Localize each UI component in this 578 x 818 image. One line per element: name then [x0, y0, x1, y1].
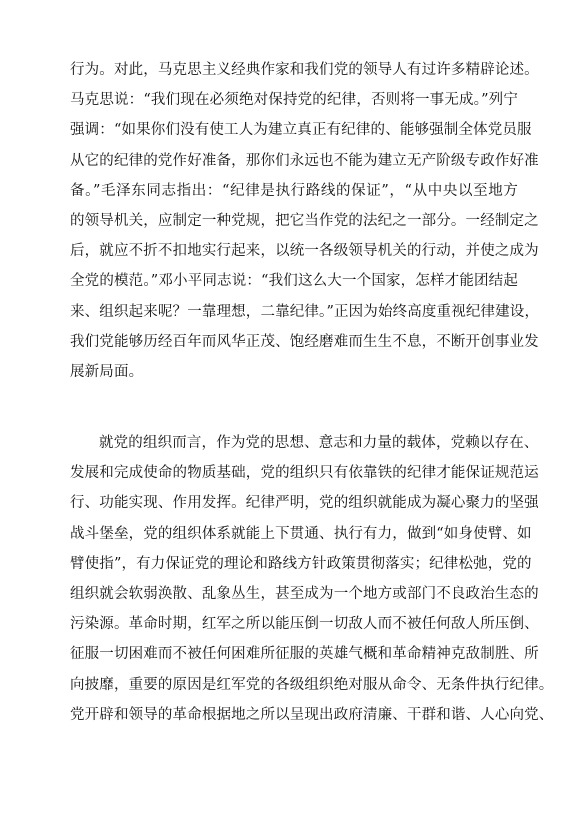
text-line: 全党的模范。”邓小平同志说：“我们这么大一个国家，怎样才能团结起: [70, 273, 518, 290]
text-line: 备。”毛泽东同志指出：“纪律是执行路线的保证”，“从中央以至地方: [70, 182, 518, 199]
text-line: 来、组织起来呢？一靠理想，二靠纪律。”正因为始终高度重视纪律建设，: [70, 303, 540, 320]
text-line: 党开辟和领导的革命根据地之所以呈现出政府清廉、干群和谐、人心向党、: [70, 706, 554, 723]
text-line: 臂使指”，有力保证党的理论和路线方针政策贯彻落实；纪律松弛，党的: [70, 555, 532, 572]
text-line: 后，就应不折不扣地实行起来，以统一各级领导机关的行动，并使之成为: [70, 243, 539, 260]
text-line: 的领导机关，应制定一种党规，把它当作党的法纪之一部分。一经制定之: [70, 212, 539, 229]
text-line: 行、功能实现、作用发挥。纪律严明，党的组织就能成为凝心聚力的坚强: [70, 495, 539, 512]
text-line: 组织就会软弱涣散、乱象丛生，甚至成为一个地方或部门不良政治生态的: [70, 585, 539, 602]
text-line: 我们党能够历经百年而风华正茂、饱经磨难而生生不息，不断开创事业发: [70, 333, 539, 350]
text-line: 征服一切困难而不被任何困难所征服的英雄气概和革命精神克敌制胜、所: [70, 646, 539, 663]
text-line: 就党的组织而言，作为党的思想、意志和力量的载体，党赖以存在、: [99, 435, 539, 451]
text-line: 行为。对此，马克思主义经典作家和我们党的领导人有过许多精辟论述。: [70, 62, 539, 78]
text-line: 发展和完成使命的物质基础，党的组织只有依靠铁的纪律才能保证规范运: [70, 465, 539, 482]
text-line: 马克思说：“我们现在必须绝对保持党的纪律，否则将一事无成。”列宁: [70, 92, 518, 109]
text-line: 强调：“如果你们没有使工人为建立真正有纪律的、能够强制全体党员服: [70, 122, 532, 139]
paragraph-party-organization: [70, 428, 554, 730]
text-line: 向披靡，重要的原因是红军党的各级组织绝对服从命令、无条件执行纪律。: [70, 676, 554, 693]
text-line: 污染源。革命时期，红军之所以能压倒一切敌人而不被任何敌人所压倒、: [70, 616, 539, 633]
text-line: 战斗堡垒，党的组织体系就能上下贯通、执行有力，做到“如身使臂、如: [70, 525, 532, 542]
text-line: 从它的纪律的党作好准备，那你们永远也不能为建立无产阶级专政作好准: [70, 152, 539, 169]
text-line: 展新局面。: [70, 363, 144, 380]
paragraph-discipline-quotes: [70, 55, 540, 387]
